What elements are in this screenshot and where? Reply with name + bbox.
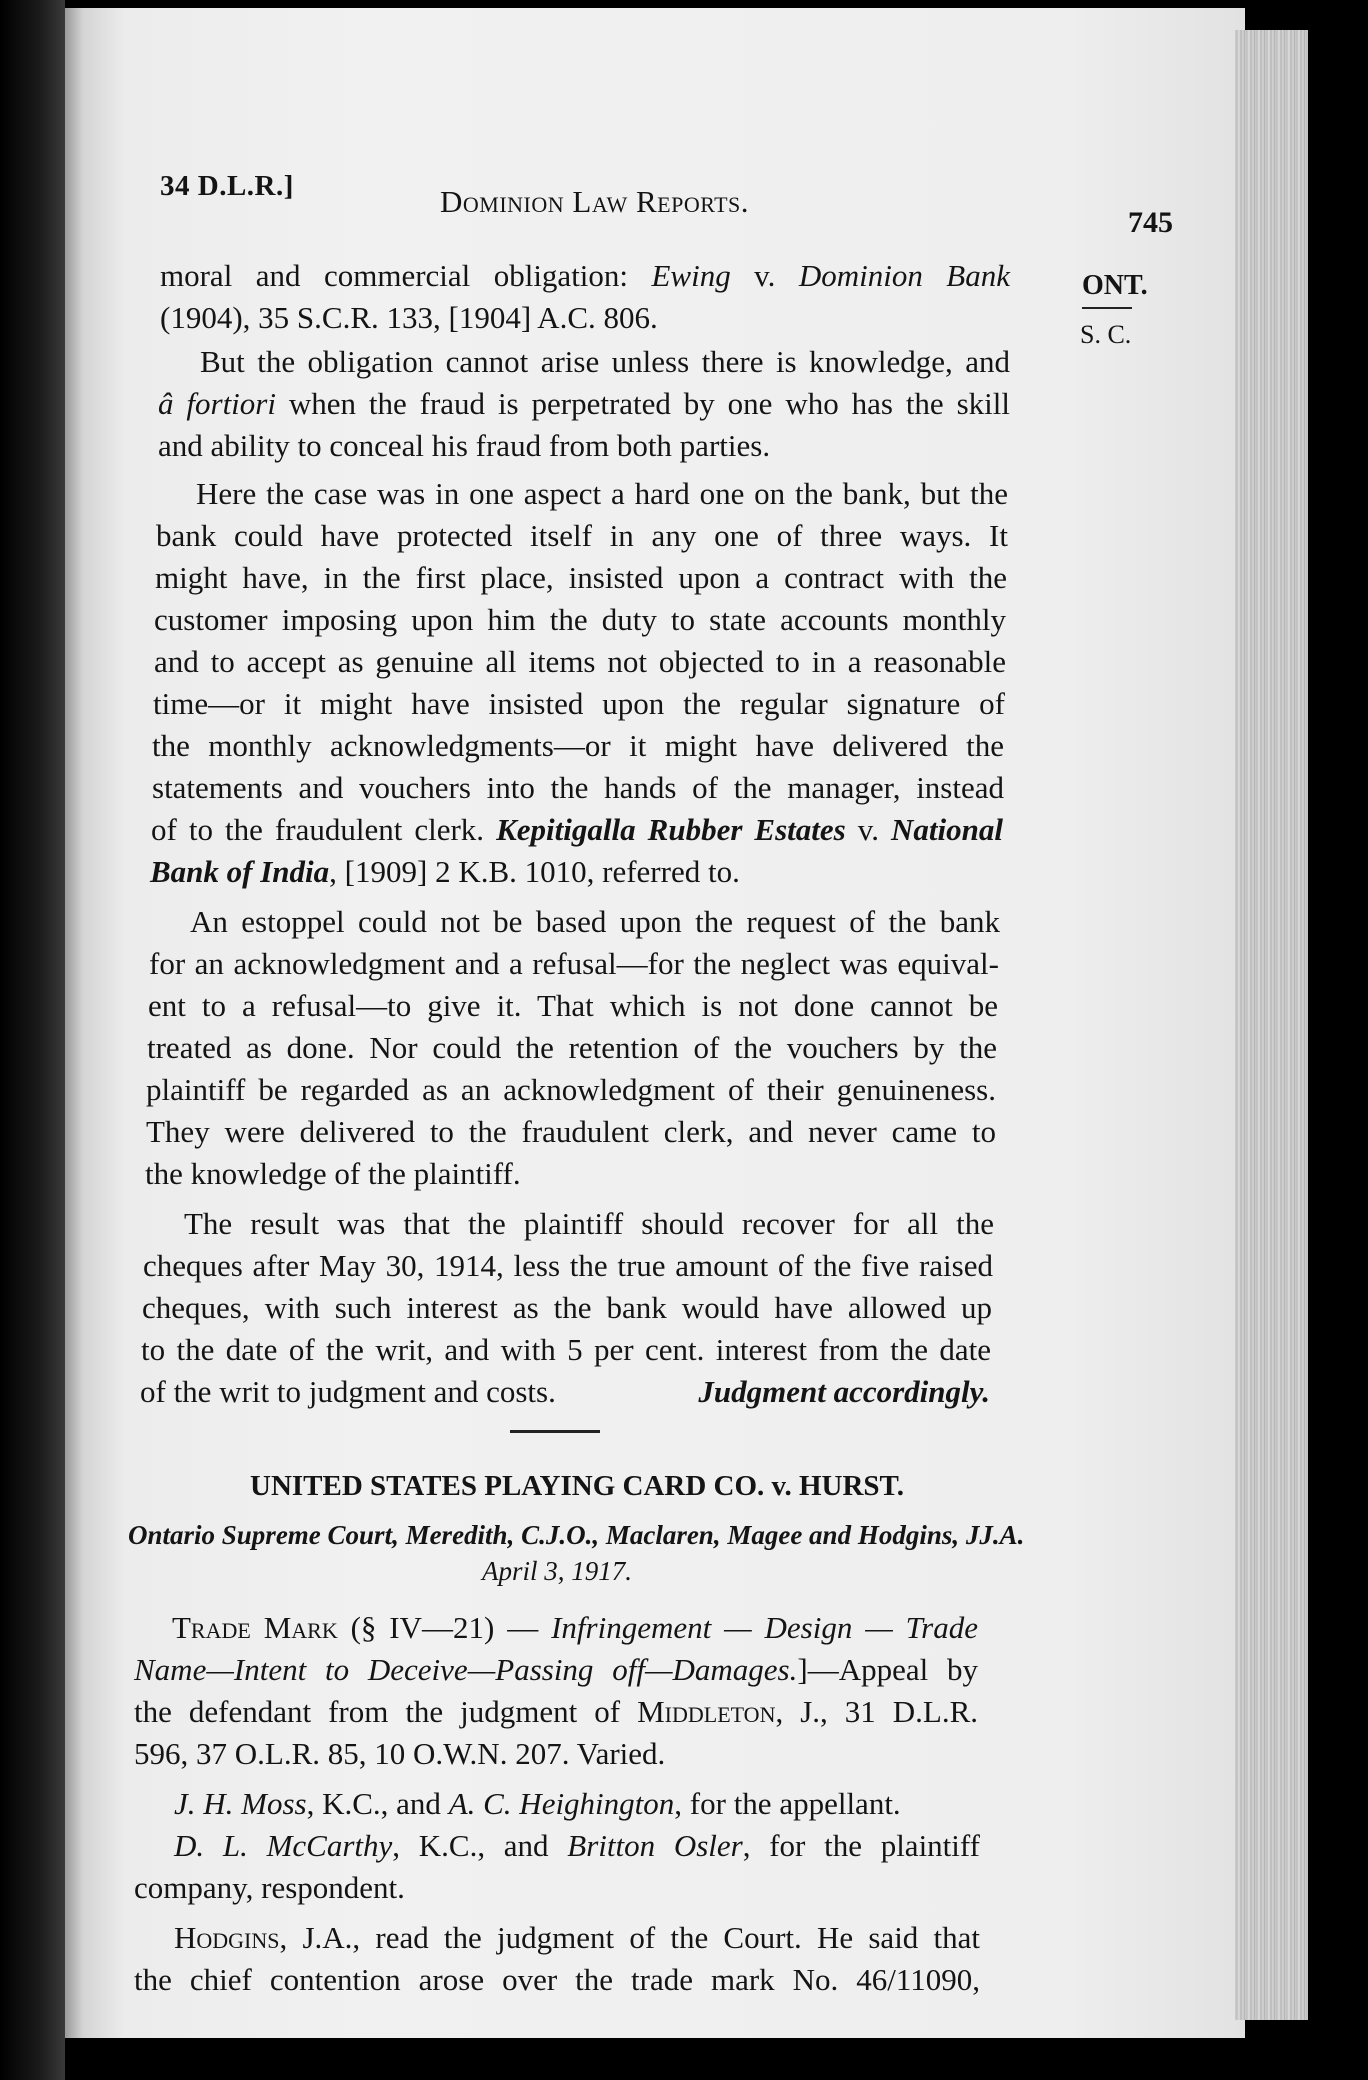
book-spine-shadow — [0, 0, 65, 2080]
body-line: moral and commercial obligation: Ewing v. Dominion Bank — [160, 258, 1010, 293]
body-line: bank could have protected itself in any one of three ways. It — [156, 518, 1008, 553]
body-line: (1904), 35 S.C.R. 133, [1904] A.C. 806. — [160, 300, 658, 335]
counsel-line: J. H. Moss, K.C., and A. C. Heighington, for the appellant. — [174, 1786, 901, 1821]
body-line: statements and vouchers into the hands of the manager, instead — [152, 770, 1004, 805]
background-edge — [1308, 0, 1368, 2080]
body-line: customer imposing upon him the duty to state accounts monthly — [154, 602, 1006, 637]
body-line: the monthly acknowledgments—or it might have delivered the — [152, 728, 1004, 763]
headnote-line: Trade Mark (§ IV—21) — Infringement — Design — Trade — [172, 1610, 979, 1645]
body-line: plaintiff be regarded as an acknowledgment of their genuineness. — [146, 1072, 996, 1107]
judgment-line: Hodgins, J.A., read the judgment of the Court. He said that — [174, 1920, 980, 1955]
case-title: UNITED STATES PLAYING CARD CO. v. HURST. — [250, 1470, 904, 1502]
body-line: But the obligation cannot arise unless there is knowledge, and — [200, 344, 1010, 379]
counsel-line: D. L. McCarthy, K.C., and Britton Osler, for the plaintiff — [174, 1828, 980, 1863]
body-line: ent to a refusal—to give it. That which is not done cannot be — [148, 988, 998, 1023]
body-line: of the writ to judgment and costs. Judgment accordingly. — [140, 1374, 990, 1409]
body-line: treated as done. Nor could the retention of the vouchers by the — [147, 1030, 997, 1065]
court-line: Ontario Supreme Court, Meredith, C.J.O., Maclaren, Magee and Hodgins, JJ.A. — [128, 1520, 1025, 1550]
body-line: to the date of the writ, and with 5 per cent. interest from the date — [141, 1332, 991, 1367]
body-line: might have, in the first place, insisted upon a contract with the — [155, 560, 1007, 595]
headnote-line: Name—Intent to Deceive—Passing off—Damages.]—Appeal by — [134, 1652, 979, 1687]
body-line: of to the fraudulent clerk. Kepitigalla Rubber Estates v. National — [151, 812, 1004, 847]
margin-province: ONT. — [1082, 270, 1148, 301]
body-line: An estoppel could not be based upon the request of the bank — [190, 904, 1000, 939]
body-line: They were delivered to the fraudulent clerk, and never came to — [146, 1114, 996, 1149]
headnote-line: the defendant from the judgment of Middleton, J., 31 D.L.R. — [134, 1694, 978, 1729]
body-line: time—or it might have insisted upon the regular signature of — [153, 686, 1005, 721]
body-line: for an acknowledgment and a refusal—for the neglect was equival- — [149, 946, 999, 981]
judgment-date: April 3, 1917. — [482, 1556, 633, 1586]
page-edges — [1235, 30, 1308, 2020]
body-line: Here the case was in one aspect a hard one on the bank, but the — [196, 476, 1008, 511]
body-line: and to accept as genuine all items not objected to in a reasonable — [154, 644, 1006, 679]
page-number: 745 — [1128, 206, 1173, 239]
body-line: cheques, with such interest as the bank would have allowed up — [142, 1290, 992, 1325]
counsel-line: company, respondent. — [134, 1870, 405, 1905]
section-rule — [510, 1430, 600, 1433]
margin-rule — [1082, 307, 1132, 309]
body-line: â fortiori when the fraud is perpetrated by one who has the skill — [158, 386, 1010, 421]
margin-court: S. C. — [1080, 320, 1132, 349]
headnote-line: 596, 37 O.L.R. 85, 10 O.W.N. 207. Varied. — [134, 1736, 666, 1771]
volume-reference: 34 D.L.R.] — [160, 170, 294, 202]
body-line: cheques after May 30, 1914, less the true amount of the five raised — [143, 1248, 993, 1283]
body-line: The result was that the plaintiff should recover for all the — [184, 1206, 994, 1241]
body-line: Bank of India, [1909] 2 K.B. 1010, referred to. — [150, 854, 740, 889]
running-title: Dominion Law Reports. — [440, 184, 749, 219]
body-line: and ability to conceal his fraud from both parties. — [158, 428, 771, 463]
body-line: the knowledge of the plaintiff. — [145, 1156, 521, 1191]
judgment-line: the chief contention arose over the trade mark No. 46/11090, — [134, 1962, 980, 1997]
